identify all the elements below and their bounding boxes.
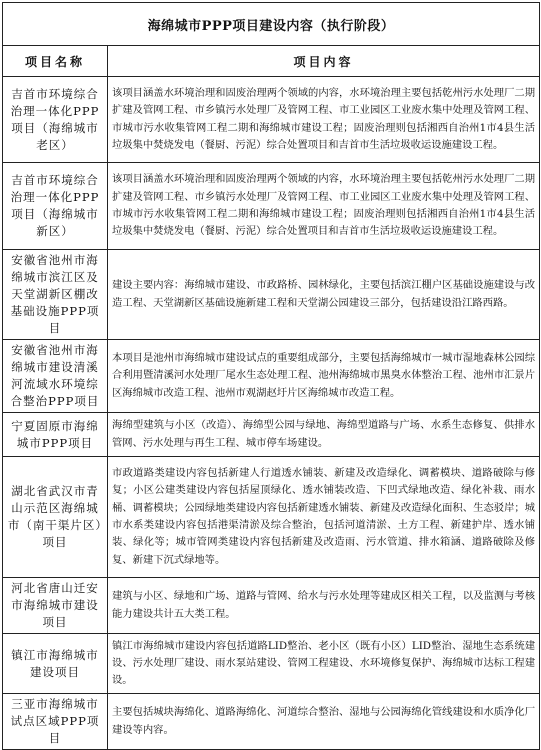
column-header-name: 项目名称 [3, 46, 108, 77]
table-row [3, 457, 540, 578]
project-content: 建筑与小区、绿地和广场、道路与管网、给水与污水处理等建成区相关工程，以及监测与考核能力建设共计五大类工程。 [108, 578, 540, 634]
header-row [3, 46, 540, 77]
column-header-content: 项目内容 [108, 46, 540, 77]
project-content: 海绵型建筑与小区（改造）、海绵型公园与绿地、海绵型道路与广场、水系生态修复、供排水管网、污水处理与再生工程、城市停车场建设。 [108, 413, 540, 457]
project-name: 镇江市海绵城市建设项目 [3, 634, 108, 694]
project-name: 吉首市环境综合治理一体化PPP项目（海绵城市新区） [3, 163, 108, 250]
table-row [3, 250, 540, 340]
table-row [3, 340, 540, 413]
project-name: 安徽省池州市海绵城市滨江区及天堂湖新区棚改基础设施PPP项目 [3, 250, 108, 340]
project-name: 三亚市海绵城市试点区域PPP项目 [3, 694, 108, 750]
project-name: 湖北省武汉市青山示范区海绵城市（南干渠片区）项目 [3, 457, 108, 578]
project-content: 主要包括城块海绵化、道路海绵化、河道综合整治、湿地与公园海绵化管线建设和水质净化厂建设等内容。 [108, 694, 540, 750]
project-name: 宁夏固原市海绵城市PPP项目 [3, 413, 108, 457]
project-content: 市政道路类建设内容包括新建人行道透水铺装、新建及改造绿化、调蓄模块、道路破除与修复；小区公建类建设内容包括屋顶绿化、透水铺装改造、下凹式绿地改造、绿化补栽、雨水桶、调蓄模块；公园绿地类建设内容包括新建透水铺装、新建及改造绿化面积、生态驳岸；城市水系类建设内容包括港渠清淤及综合整治，包括河道清淤、土方工程、新建护岸、透水铺装、绿化等；城市管网类建设内容包括新建及改造雨、污水管道、排水箱涵、道路破除及修复、新建下沉式绿地等。 [108, 457, 540, 578]
ppp-project-table [2, 2, 540, 750]
table-row [3, 77, 540, 163]
title-row [3, 3, 540, 46]
project-name: 安徽省池州市海绵城市建设清溪河流域水环境综合整治PPP项目 [3, 340, 108, 413]
table-row [3, 694, 540, 750]
project-content: 本项目是池州市海绵城市建设试点的重要组成部分，主要包括海绵城市一城市湿地森林公园综合利用暨清溪河水处理厂尾水生态处理工程、池州海绵城市黑臭水体整治工程、池州市汇景片区海绵城市改造工程、池州市观湖赵圩片区海绵城市改造工程。 [108, 340, 540, 413]
project-content: 建设主要内容：海绵城市建设、市政路桥、园林绿化，主要包括滨江棚户区基础设施建设与改造工程、天堂湖新区基础设施新建工程和天堂湖公园建设三部分，包括建设沿江路西路。 [108, 250, 540, 340]
project-name: 吉首市环境综合治理一体化PPP项目（海绵城市老区） [3, 77, 108, 163]
table-title: 海绵城市PPP项目建设内容（执行阶段） [3, 3, 540, 46]
project-content: 该项目涵盖水环境治理和固废治理两个领域的内容，水环境治理主要包括乾州污水处理厂二期扩建及管网工程、市乡镇污水处理厂及管网工程、市工业园区工业废水集中处理及管网工程、市城市污水收集管网工程二期和海绵城市建设工程；固废治理则包括湘西自治州1市4县生活垃圾集中焚烧发电（餐厨、污泥）综合处置项目和吉首市生活垃圾收运设施建设工程。 [108, 163, 540, 250]
project-content: 该项目涵盖水环境治理和固废治理两个领域的内容，水环境治理主要包括乾州污水处理厂二期扩建及管网工程、市乡镇污水处理厂及管网工程、市工业园区工业废水集中处理及管网工程、市城市污水收集管网工程二期和海绵城市建设工程；固废治理则包括湘西自治州1市4县生活垃圾集中焚烧发电（餐厨、污泥）综合处置项目和吉首市生活垃圾收运设施建设工程。 [108, 77, 540, 163]
table-row [3, 578, 540, 634]
project-name: 河北省唐山迁安市海绵城市建设项目 [3, 578, 108, 634]
table-row [3, 413, 540, 457]
table-row [3, 163, 540, 250]
table-row [3, 634, 540, 694]
project-content: 镇江市海绵城市建设内容包括道路LID整治、老小区（既有小区）LID整治、湿地生态系统建设、污水处理厂建设、雨水泵站建设、管网工程建设、水环境修复保护、海绵城市达标工程建设。 [108, 634, 540, 694]
